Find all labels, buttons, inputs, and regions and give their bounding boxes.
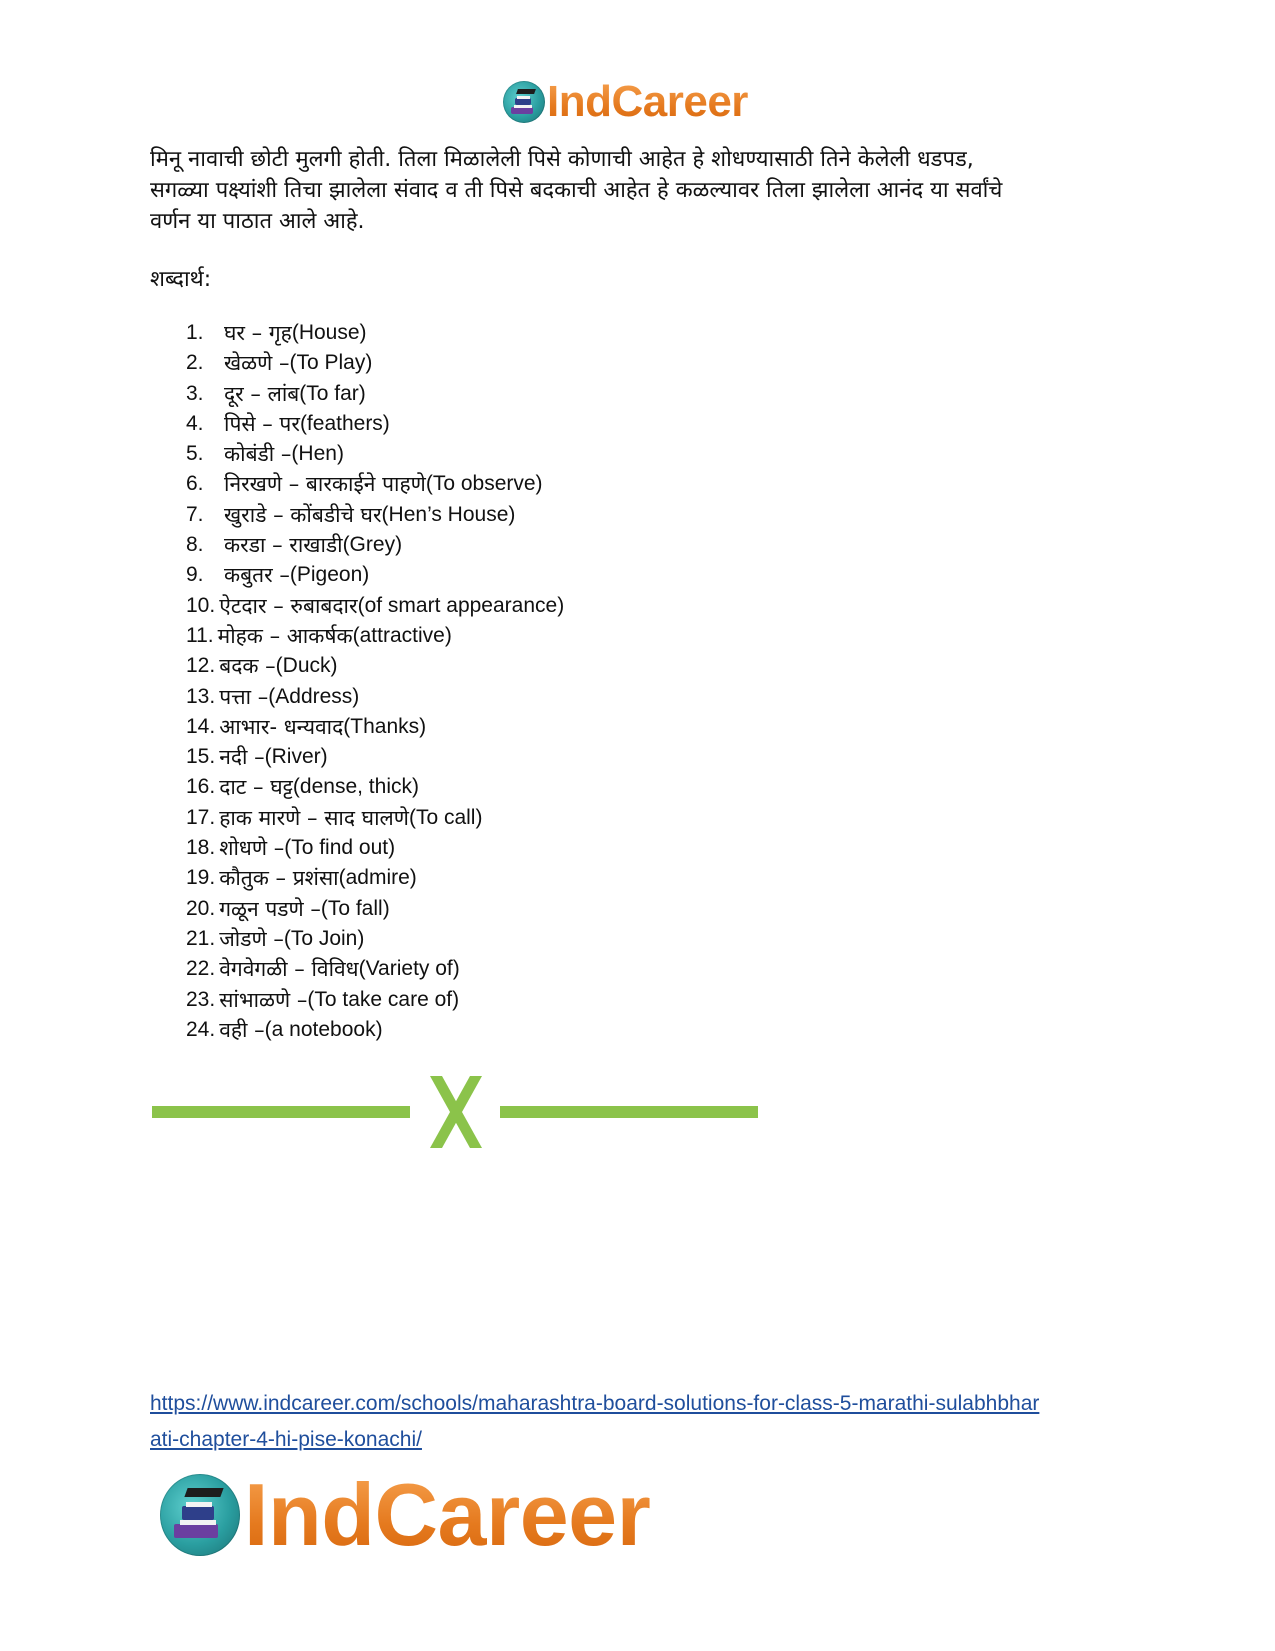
- glossary-heading: शब्दार्थ:: [150, 267, 212, 292]
- footer-logo: [160, 1465, 651, 1564]
- intro-line: वर्णन या पाठात आले आहे.: [150, 209, 365, 234]
- list-item: 24. वही – (a notebook): [186, 1017, 383, 1042]
- list-item: 2. खेळणे – (To Play): [186, 351, 373, 376]
- graduation-cap-books-icon: [160, 1474, 240, 1556]
- list-item: 8. करडा – राखाडी (Grey): [186, 533, 403, 558]
- list-item: 6. निरखणे – बारकाईने पाहणे (To observe): [186, 472, 543, 497]
- list-item: 17. हाक मारणे – साद घालणे (To call): [186, 805, 483, 830]
- list-item: 16. दाट – घट्ट (dense, thick): [186, 775, 419, 800]
- divider-bar-right: [500, 1106, 758, 1118]
- list-item: 15. नदी – (River): [186, 745, 328, 770]
- graduation-cap-books-icon: [503, 81, 545, 123]
- x-mark-icon: [420, 1072, 492, 1152]
- list-item: 14. आभार- धन्यवाद (Thanks): [186, 714, 427, 739]
- divider-bar-left: [152, 1106, 410, 1118]
- list-item: 23. सांभाळणे – (To take care of): [186, 987, 460, 1012]
- brand-name: IndCareer: [244, 1465, 651, 1564]
- list-item: 21. जोडणे – (To Join): [186, 926, 365, 951]
- list-item: 18. शोधणे – (To find out): [186, 836, 396, 861]
- brand-name: IndCareer: [547, 77, 748, 126]
- intro-paragraph: [150, 144, 1110, 237]
- header-logo: [503, 78, 748, 126]
- intro-line: सगळ्या पक्ष्यांशी तिचा झालेला संवाद व ती पिसे बदकाची आहेत हे कळल्यावर तिला झालेला आनंद या सर्वांचे: [150, 178, 1003, 203]
- list-item: 4. पिसे – पर (feathers): [186, 411, 390, 436]
- list-item: 13. पत्ता – (Address): [186, 684, 360, 709]
- list-item: 7. खुराडे – कोंबडीचे घर (Hen’s House): [186, 502, 516, 527]
- list-item: 5. कोबंडी – (Hen): [186, 442, 344, 467]
- list-item: 19. कौतुक – प्रशंसा (admire): [186, 866, 417, 891]
- list-item: 3. दूर – लांब (To far): [186, 381, 366, 406]
- list-item: 11. मोहक – आकर्षक (attractive): [186, 623, 452, 648]
- section-divider: [152, 1072, 762, 1152]
- source-url-link[interactable]: https://www.indcareer.com/schools/maharashtra-board-solutions-for-class-5-marathi-sulabhbhar: [150, 1392, 1040, 1415]
- source-url-link-continued[interactable]: ati-chapter-4-hi-pise-konachi/: [150, 1428, 422, 1451]
- list-item: 10. ऐटदार – रुबाबदार (of smart appearance): [186, 593, 565, 618]
- intro-line: मिनू नावाची छोटी मुलगी होती. तिला मिळालेली पिसे कोणाची आहेत हे शोधण्यासाठी तिने केलेली धडपड,: [150, 147, 974, 172]
- source-link-block: [150, 1386, 1130, 1458]
- list-item: 12. बदक – (Duck): [186, 654, 338, 679]
- list-item: 1. घर – गृह (House): [186, 321, 367, 345]
- list-item: 20. गळून पडणे – (To fall): [186, 896, 390, 921]
- glossary-list: [186, 318, 564, 1045]
- list-item: 9. कबुतर – (Pigeon): [186, 563, 370, 588]
- list-item: 22. वेगवेगळी – विविध (Variety of): [186, 957, 460, 982]
